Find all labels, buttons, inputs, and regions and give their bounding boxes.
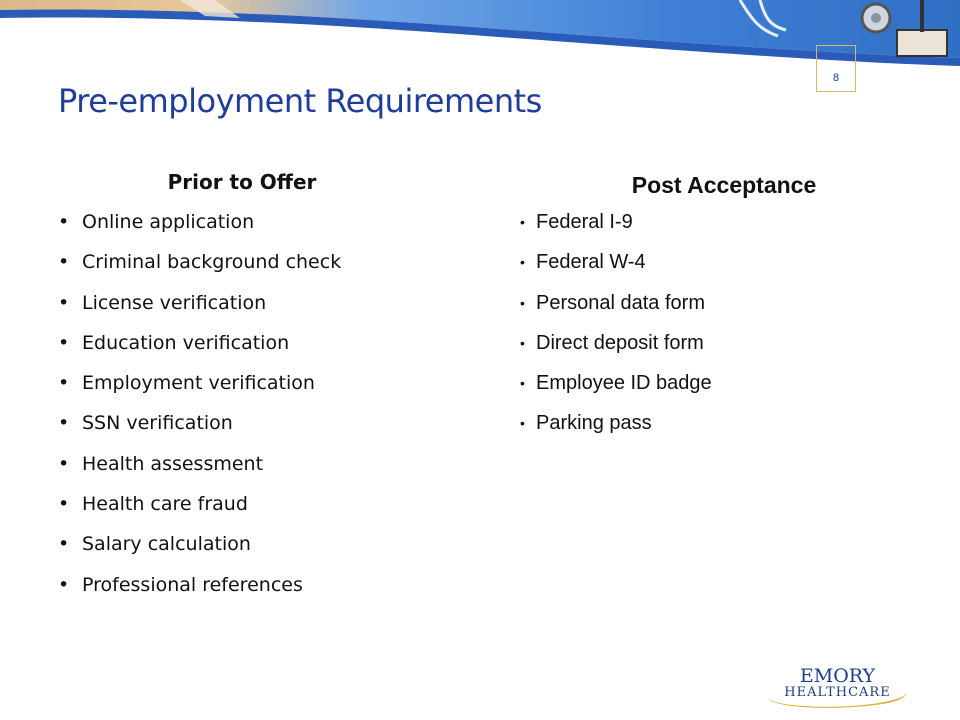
post-acceptance-column	[520, 172, 920, 452]
list-item: • Health care fraud	[58, 492, 458, 532]
list-item: • Personal data form	[520, 291, 920, 331]
list-item: • Parking pass	[520, 411, 920, 451]
post-acceptance-heading: Post Acceptance	[631, 172, 817, 198]
list-item: • License verification	[58, 291, 458, 331]
list-item: • Salary calculation	[58, 532, 458, 572]
list-item: • Online application	[58, 210, 458, 250]
prior-to-offer-heading: Prior to Offer	[167, 170, 317, 194]
prior-to-offer-column	[58, 170, 458, 613]
logo-text-healthcare: HEALTHCARE	[784, 685, 891, 700]
logo-text-emory: EMORY	[799, 665, 876, 687]
list-item: • Criminal background check	[58, 250, 458, 290]
list-item: • Education verification	[58, 331, 458, 371]
list-item: • Direct deposit form	[520, 331, 920, 371]
list-item: • Health assessment	[58, 452, 458, 492]
list-item: • Professional references	[58, 573, 458, 613]
prior-to-offer-list	[58, 210, 458, 613]
list-item: • SSN verification	[58, 411, 458, 451]
list-item: • Employee ID badge	[520, 371, 920, 411]
slide-title: Pre-employment Requirements	[58, 82, 542, 120]
emory-healthcare-logo	[765, 665, 910, 710]
list-item: • Employment verification	[58, 371, 458, 411]
list-item: • Federal W-4	[520, 250, 920, 290]
list-item: • Federal I-9	[520, 210, 920, 250]
page-number: 8	[816, 45, 856, 92]
post-acceptance-list	[520, 210, 920, 452]
